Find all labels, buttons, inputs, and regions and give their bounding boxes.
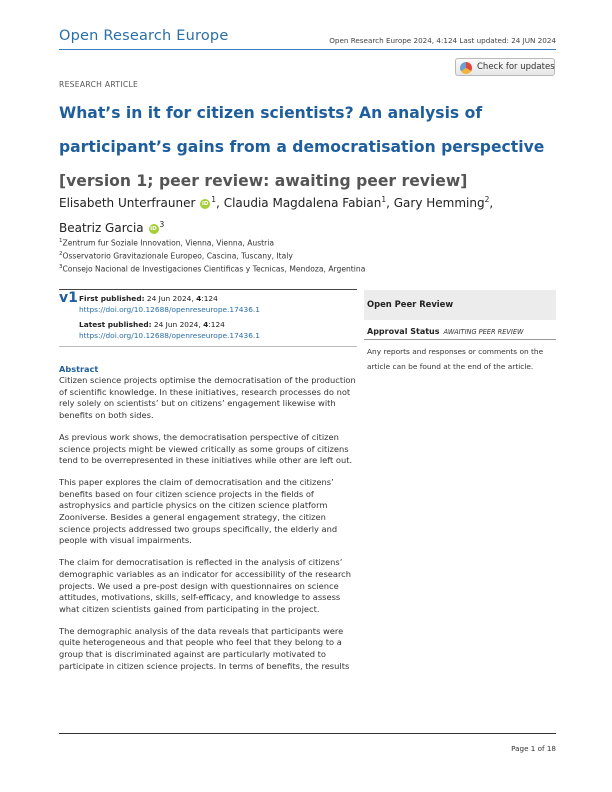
review-divider (364, 339, 556, 340)
first-published-page: :124 (201, 294, 218, 303)
check-for-updates-button[interactable] (455, 58, 555, 76)
approval-status-label: Approval Status (367, 327, 440, 336)
title-main: What’s in it for citizen scientists? An analysis of participant’s gains from a democratisation perspective (59, 104, 545, 156)
review-note: Any reports and responses or comments on the article can be found at the end of the article. (367, 347, 544, 371)
affiliation-list (59, 236, 365, 275)
citation-meta: Open Research Europe 2024, 4:124 Last updated: 24 JUN 2024 (329, 36, 556, 45)
abstract-paragraph: This paper explores the claim of democratisation and the citizens’ benefits based on four citizen science projects in the fields of astrophysics and particle physics on the citizen science platform Zooniverse. Besides a general engagement strategy, the citizen science projects addressed two groups specifically, the elderly and people with visual impairments. (59, 476, 338, 546)
affiliation-text: Consejo Nacional de Investigaciones Cientificas y Tecnicas, Mendoza, Argentina (62, 264, 366, 274)
article-title (59, 96, 559, 198)
author-name[interactable]: Claudia Magdalena Fabian (223, 196, 382, 210)
affiliation-text: Osservatorio Gravitazionale Europeo, Cascina, Tuscany, Italy (62, 251, 293, 261)
latest-published-label: Latest published: (79, 320, 152, 329)
first-published-date: 24 Jun 2024, (144, 294, 197, 303)
first-published-line (79, 294, 260, 305)
abstract-paragraph: The claim for democratisation is reflected in the analysis of citizens’ demographic variables as an indicator for accessibility of the research projects. We used a pre-post design with questionnaires on science attitudes, motivations, skills, self-efficacy, and knowledge to assess what citizen scientists gained from participating in the project. (59, 557, 352, 614)
author-list (59, 189, 559, 239)
journal-name: Open Research Europe (59, 28, 229, 44)
author-affiliation-ref: 3 (159, 220, 165, 229)
footer-divider (59, 733, 556, 734)
affiliation-item (59, 262, 365, 275)
author-separator: , (216, 196, 224, 210)
review-panel-header (364, 290, 556, 320)
affiliation-text: Zentrum fur Soziale Innovation, Vienna, Vienna, Austria (62, 238, 275, 248)
review-panel-title: Open Peer Review (367, 299, 454, 309)
author-name[interactable]: Elisabeth Unterfrauner (59, 196, 196, 210)
latest-published-date: 24 Jun 2024, (151, 320, 204, 329)
author-name[interactable]: Beatriz Garcia (59, 221, 144, 235)
crossmark-icon (460, 62, 472, 74)
orcid-icon[interactable]: iD (150, 226, 157, 232)
open-peer-review-panel (364, 290, 556, 377)
latest-published-volume: 4 (203, 320, 209, 329)
author-name[interactable]: Gary Hemming (393, 196, 485, 210)
affiliation-number: 1 (59, 238, 63, 244)
publication-info (79, 294, 260, 341)
latest-published-page: :124 (208, 320, 225, 329)
first-published-label: First published: (79, 294, 145, 303)
approval-status (367, 327, 524, 336)
check-for-updates-label: Check for updates (477, 62, 555, 72)
header-divider (59, 49, 556, 50)
affiliation-item (59, 249, 365, 262)
publication-bottom-divider (59, 346, 357, 347)
affiliation-number: 2 (59, 251, 63, 258)
author-separator: , (489, 196, 494, 210)
title-version: [version 1; peer review: awaiting peer review] (59, 172, 468, 190)
affiliation-number: 3 (59, 264, 63, 271)
abstract-paragraph: Citizen science projects optimise the democratisation of the production of scientific knowledge. In these initiatives, research processes do not rely solely on scientists’ but on citizens’ engagement likewise with benefits on both sides. (59, 375, 356, 421)
author-affiliation-ref: 1 (211, 195, 217, 204)
latest-published-doi-link[interactable]: https://doi.org/10.12688/openreseurope.17436.1 (79, 330, 260, 340)
abstract-paragraph: As previous work shows, the democratisation perspective of citizen science projects might be viewed critically as some groups of citizens tend to be overrepresented in these initiatives while other are left out. (59, 431, 353, 466)
publication-divider (59, 289, 357, 290)
version-badge: v1 (59, 290, 78, 306)
abstract-body (59, 375, 359, 682)
page-number: Page 1 of 18 (511, 744, 556, 753)
abstract-heading: Abstract (59, 364, 99, 374)
first-published-volume: 4 (196, 294, 202, 303)
approval-status-value: AWAITING PEER REVIEW (443, 328, 524, 336)
latest-published-line (79, 320, 260, 331)
orcid-icon[interactable]: iD (202, 201, 209, 207)
author-affiliation-ref: 1 (381, 195, 387, 204)
author-affiliation-ref: 2 (484, 195, 490, 204)
affiliation-item (59, 236, 365, 249)
first-published-doi-link[interactable]: https://doi.org/10.12688/openreseurope.17436.1 (79, 304, 260, 314)
author-separator: , (386, 196, 394, 210)
article-type: RESEARCH ARTICLE (59, 80, 139, 89)
abstract-paragraph: The demographic analysis of the data reveals that participants were quite heterogeneous and that people who feel that they belong to a group that is discriminated against are particularly motivated to participate in citizen science projects. In terms of benefits, the results (59, 625, 350, 671)
